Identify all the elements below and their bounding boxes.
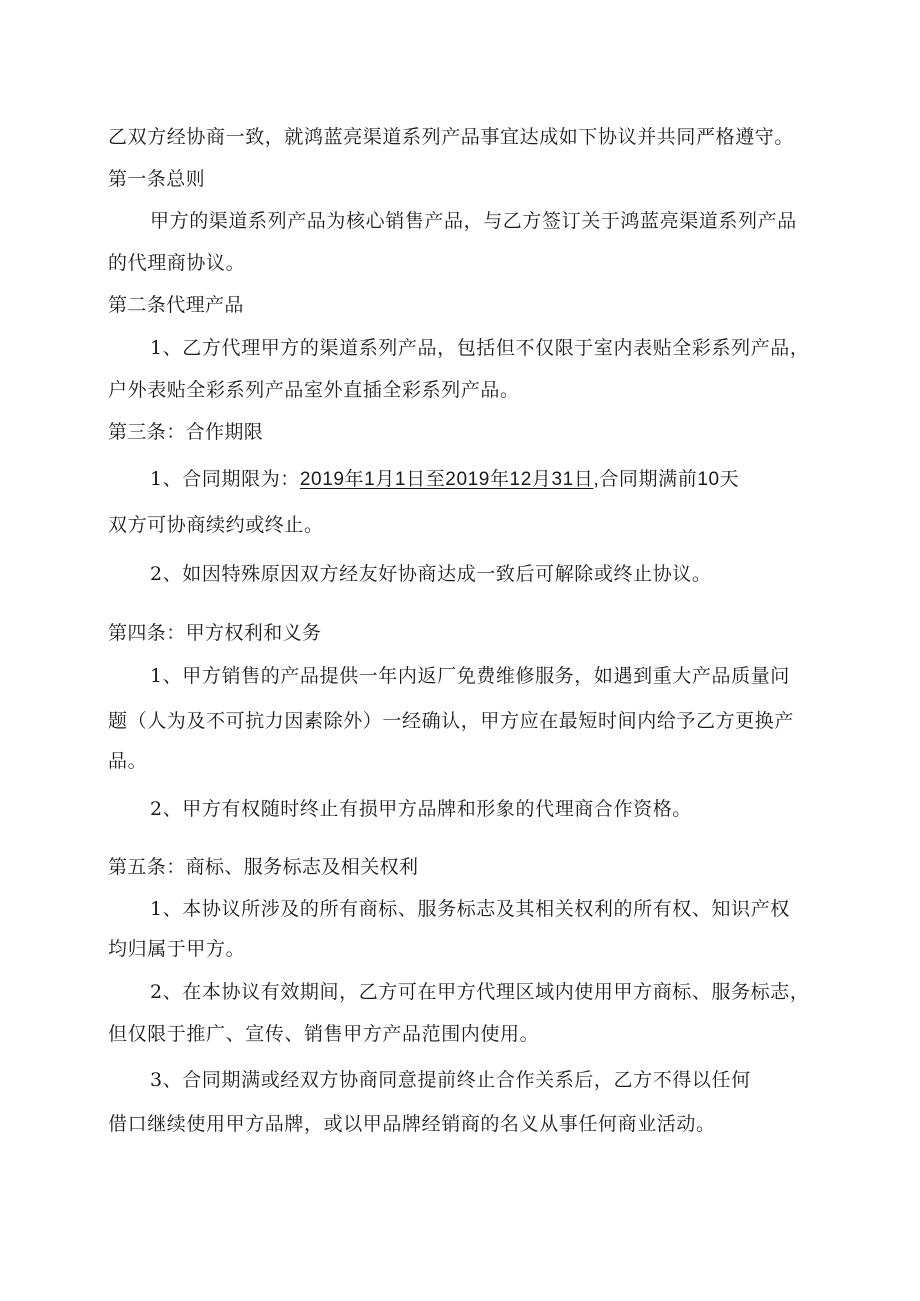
article5-para1-line1: 1、本协议所涉及的所有商标、服务标志及其相关权利的所有权、知识产权 bbox=[150, 898, 790, 920]
article2-para1-line2: 户外表贴全彩系列产品室外直插全彩系列产品。 bbox=[108, 379, 520, 401]
article3-para1-line1 bbox=[150, 470, 739, 489]
article3-heading: 第三条：合作期限 bbox=[108, 421, 264, 443]
article5-para2-line2: 但仅限于推广、宣传、销售甲方产品范围内使用。 bbox=[108, 1023, 540, 1045]
article4-para2: 2、甲方有权随时终止有损甲方品牌和形象的代理商合作资格。 bbox=[150, 798, 692, 820]
article5-para1-line2: 均归属于甲方。 bbox=[108, 938, 246, 960]
article4-para1-line3: 品。 bbox=[108, 750, 148, 772]
article5-heading: 第五条：商标、服务标志及相关权利 bbox=[108, 856, 419, 878]
article3-para2: 2、如因特殊原因双方经友好协商达成一致后可解除或终止协议。 bbox=[150, 563, 712, 585]
article2-heading: 第二条代理产品 bbox=[108, 294, 244, 316]
article5-para3-line1: 3、合同期满或经双方协商同意提前终止合作关系后，乙方不得以任何 bbox=[150, 1069, 751, 1091]
article2-para1-line1: 1、乙方代理甲方的渠道系列产品，包括但不仅限于室内表贴全彩系列产品， bbox=[150, 337, 810, 359]
article3-para1-prefix: 1、合同期限为： bbox=[150, 468, 300, 490]
article1-para1-line2: 的代理商协议。 bbox=[108, 252, 246, 274]
article3-para1-line2: 双方可协商续约或终止。 bbox=[108, 514, 324, 536]
article1-para1-line1: 甲方的渠道系列产品为核心销售产品，与乙方签订关于鸿蓝亮渠道系列产品 bbox=[150, 210, 797, 232]
article3-para1-suffix: ,合同期满前10天 bbox=[593, 469, 740, 490]
article4-heading: 第四条：甲方权利和义务 bbox=[108, 622, 322, 644]
intro-line: 乙双方经协商一致，就鸿蓝亮渠道系列产品事宜达成如下协议并共同严格遵守。 bbox=[108, 126, 795, 148]
article4-para1-line2: 题（人为及不可抗力因素除外）一经确认，甲方应在最短时间内给予乙方更换产 bbox=[108, 710, 795, 732]
article5-para2-line1: 2、在本协议有效期间，乙方可在甲方代理区域内使用甲方商标、服务标志， bbox=[150, 981, 810, 1003]
contract-date-range: 2019年1月1日至2019年12月31日 bbox=[299, 469, 594, 490]
article4-para1-line1: 1、甲方销售的产品提供一年内返厂免费维修服务，如遇到重大产品质量问 bbox=[150, 665, 790, 687]
article1-heading: 第一条总则 bbox=[108, 168, 206, 190]
article5-para3-line2: 借口继续使用甲方品牌，或以甲品牌经销商的名义从事任何商业活动。 bbox=[108, 1113, 716, 1135]
